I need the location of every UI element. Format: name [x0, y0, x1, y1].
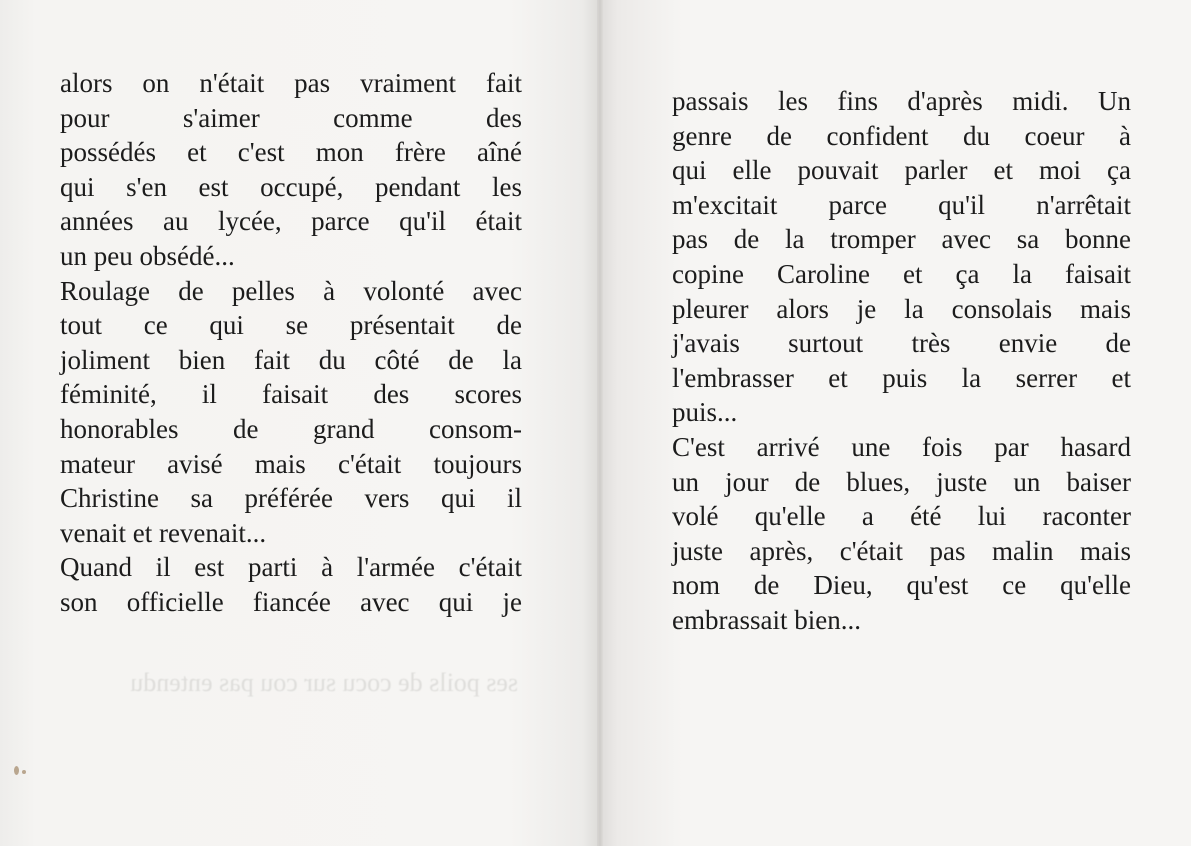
text-line: années au lycée, parce qu'il était — [60, 206, 522, 237]
text-line: pas de la tromper avec sa bonne — [672, 224, 1131, 255]
text-line: son officielle fiancée avec qui je — [60, 586, 522, 617]
text-line: passais les fins d'après midi. Un — [672, 86, 1131, 116]
text-line: Christine sa préférée vers qui il — [60, 483, 522, 514]
text-line: féminité, il faisait des scores — [60, 379, 522, 410]
text-line: juste après, c'était pas malin mais — [672, 535, 1131, 566]
text-line: Quand il est parti à l'armée c'était — [60, 552, 522, 583]
text-line: joliment bien fait du côté de la — [60, 344, 522, 375]
text-line: j'avais surtout très envie de — [672, 328, 1131, 359]
text-line: un peu obsédé... — [60, 240, 235, 271]
text-line: venait et revenait... — [60, 517, 267, 548]
text-line: volé qu'elle a été lui raconter — [672, 501, 1131, 532]
text-line: nom de Dieu, qu'est ce qu'elle — [672, 570, 1131, 601]
text-line: qui s'en est occupé, pendant les — [60, 171, 522, 202]
text-line: embrassait bien... — [672, 604, 861, 635]
text-line: qui elle pouvait parler et moi ça — [672, 155, 1131, 186]
right-page-text — [672, 84, 1131, 638]
text-line: tout ce qui se présentait de — [60, 310, 522, 341]
text-line: possédés et c'est mon frère aîné — [60, 137, 522, 168]
text-line: l'embrasser et puis la serrer et — [672, 362, 1131, 393]
show-through-text: ses poils de cocu sur cou pas entendu — [130, 668, 518, 697]
text-line: alors on n'était pas vraiment fait — [60, 68, 522, 98]
text-line: m'excitait parce qu'il n'arrêtait — [672, 189, 1131, 220]
paper-speck — [14, 766, 19, 775]
text-line: puis... — [672, 397, 738, 428]
text-line: mateur avisé mais c'était toujours — [60, 448, 522, 479]
text-line: C'est arrivé une fois par hasard — [672, 431, 1131, 462]
text-line: honorables de grand consom- — [60, 413, 522, 444]
text-line: pleurer alors je la consolais mais — [672, 293, 1131, 324]
left-page-text — [60, 66, 522, 620]
text-line: Roulage de pelles à volonté avec — [60, 275, 522, 306]
right-page — [600, 0, 1191, 846]
text-line: pour s'aimer comme des — [60, 102, 522, 133]
book-gutter — [597, 0, 603, 846]
text-line: copine Caroline et ça la faisait — [672, 258, 1131, 289]
text-line: un jour de blues, juste un baiser — [672, 466, 1131, 497]
paper-speck — [22, 770, 26, 774]
text-line: genre de confident du coeur à — [672, 120, 1131, 151]
